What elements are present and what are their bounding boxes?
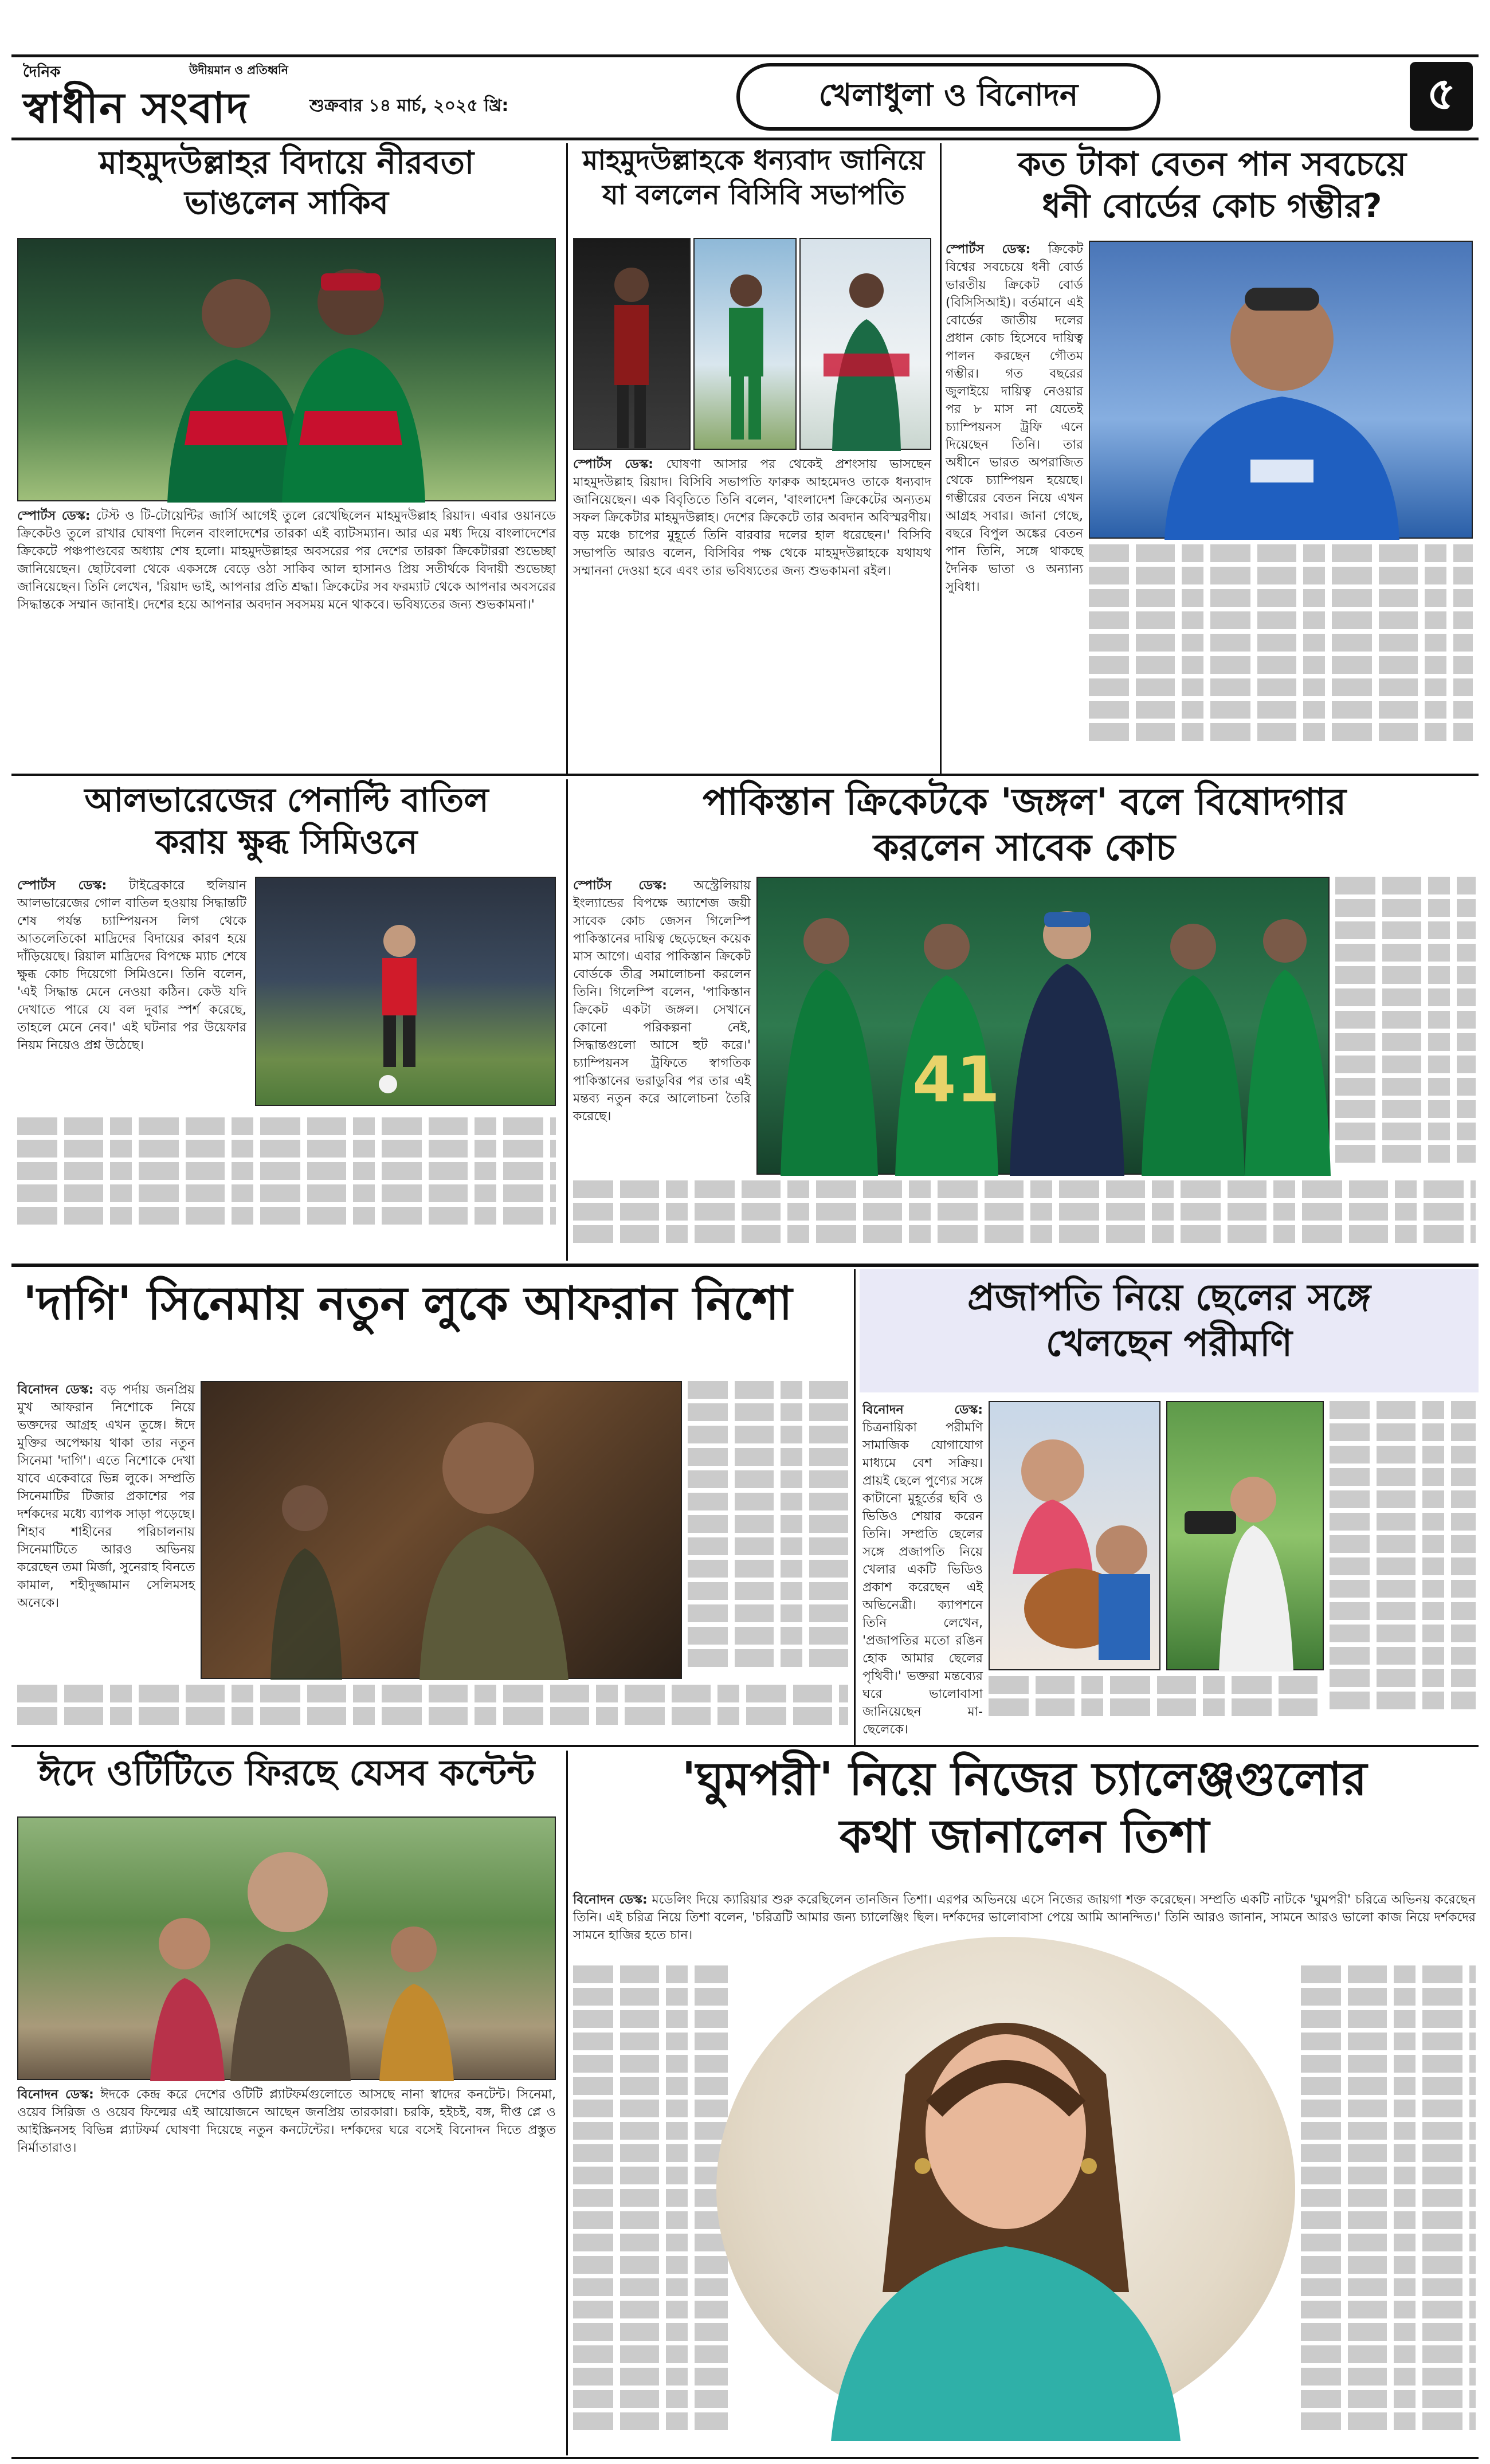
text-line: [573, 2278, 728, 2296]
article-4-headline[interactable]: [11, 779, 562, 862]
article-1-photo-art: [18, 239, 557, 503]
section-title: খেলাধুলা ও বিনোদন: [736, 63, 1160, 131]
article-6-photo: [201, 1381, 682, 1679]
article-9-photo: [716, 1937, 1295, 2441]
text-line: [1301, 2055, 1476, 2073]
column-rule: [566, 143, 568, 774]
article-3-headline-line1: কত টাকা বেতন পান সবচেয়ে: [1017, 144, 1407, 183]
article-2-photo-1: [573, 238, 691, 450]
text-line: [688, 1403, 848, 1421]
text-line: [573, 1203, 1476, 1221]
article-7-photo-1: [989, 1401, 1160, 1670]
text-line: [1330, 1446, 1476, 1464]
article-7-body-side: [1330, 1401, 1476, 1722]
article-6-headline[interactable]: 'দাগি' সিনেমায় নতুন লুকে আফরান নিশো: [23, 1277, 793, 1330]
text-line: [573, 1988, 728, 2006]
text-line: [1335, 988, 1476, 1006]
article-9-text: মডেলিং দিয়ে ক্যারিয়ার শুরু করেছিলেন তানজিন তিশা। এরপর অভিনয়ে এসে নিজের জায়গা শক্ত করেছেন। সম্প্রতি একটি নাটকে 'ঘুমপরী' চরিত্রে অভিনয় করেছেন তিনি। এই চরিত্র নিয়ে তিশা বলেন, 'চরিত্রটি আমার জন্য চ্যালেঞ্জিং ছিল। দর্শকদের ভালোবাসা পেয়ে আমি আনন্দিত।' তিনি আরও জানান, সামনে আরও ভালো কাজ নিয়ে দর্শকদের সামনে হাজির হতে চান।: [573, 1893, 1476, 1943]
article-5-byline: স্পোর্টস ডেস্ক:: [573, 878, 667, 893]
text-line: [1301, 1965, 1476, 1983]
article-4-photo: [255, 877, 556, 1106]
text-line: [1330, 1602, 1476, 1620]
text-line: [1335, 1011, 1476, 1029]
article-6-body: [17, 1381, 195, 1679]
svg-text:41: 41: [912, 1043, 1001, 1116]
text-line: [573, 1225, 1476, 1243]
text-line: [688, 1604, 848, 1622]
text-line: [688, 1515, 848, 1533]
article-1-photo: [17, 238, 556, 501]
article-3-headline-line2: ধনী বোর্ডের কোচ গম্ভীর?: [1042, 186, 1382, 225]
player-figure-3: [801, 239, 932, 451]
article-5-headline[interactable]: [570, 779, 1479, 871]
text-line: [573, 2412, 728, 2430]
article-4-text: টাইব্রেকারে হুলিয়ান আলভারেজের গোল বাতিল হওয়ায় সিদ্ধান্তটি শেষ পর্যন্ত চ্যাম্পিয়নস লিগ থেকে আতলেতিকো মাদ্রিদের বিদায়ের কারণ হয়ে দাঁড়িয়েছে। রিয়াল মাদ্রিদের বিপক্ষে ম্যাচ শেষে ক্ষুব্ধ কোচ দিয়েগো সিমিওনে। তিনি বলেন, 'এই সিদ্ধান্ত মেনে নেওয়া কঠিন। কেউ যদি দেখাতে পারে যে বল দুবার স্পর্শ করেছে, তাহলে মেনে নেব।' এই ঘটনার পর উয়েফার নিয়ম নিয়েও প্রশ্ন উঠেছে।: [17, 878, 246, 1053]
text-line: [688, 1381, 848, 1399]
text-line: [573, 2256, 728, 2274]
text-line: [1089, 567, 1473, 584]
article-5-headline-line1: পাকিস্তান ক্রিকেটকে 'জঙ্গল' বলে বিষোদগার: [702, 781, 1347, 823]
article-6-text: বড় পর্দায় জনপ্রিয় মুখ আফরান নিশোকে নিয়ে ভক্তদের আগ্রহ এখন তুঙ্গে। ঈদে মুক্তির অপেক্ষায় থাকা তার নতুন সিনেমা 'দাগি'। এতে নিশোকে দেখা যাবে একেবারে ভিন্ন লুকে। সম্প্রতি সিনেমাটির টিজার প্রকাশের পর দর্শকদের মধ্যে ব্যাপক সাড়া পড়েছে। শিহাব শাহীনের পরিচালনায় সিনেমাটিতে আরও অভিনয় করেছেন তমা মির্জা, সুনেরাহ বিনতে কামাল, শহীদুজ্জামান সেলিমসহ অনেকে।: [17, 1383, 195, 1610]
text-line: [688, 1627, 848, 1645]
text-line: [1335, 1145, 1476, 1163]
text-line: [1301, 2345, 1476, 2363]
text-line: [1089, 678, 1473, 696]
masthead-name: স্বাধীন সংবাদ: [23, 84, 250, 133]
article-1-body: [17, 507, 556, 771]
text-line: [1089, 656, 1473, 674]
text-line: [688, 1560, 848, 1578]
text-line: [1301, 2256, 1476, 2274]
text-line: [17, 1707, 848, 1725]
player-figure-2: [695, 239, 798, 451]
article-7-headline-line1: প্রজাপতি নিয়ে ছেলের সঙ্গে: [967, 1277, 1371, 1319]
text-line: [573, 1180, 1476, 1198]
article-7-byline: বিনোদন ডেস্ক:: [862, 1403, 983, 1417]
page-number: ৫: [1410, 62, 1473, 131]
text-line: [1335, 899, 1476, 917]
column-rule: [854, 1269, 856, 1745]
text-line: [17, 1685, 848, 1702]
player-figure-1: [574, 239, 692, 451]
section-rule: [11, 1264, 1479, 1267]
text-line: [1301, 2368, 1476, 2385]
column-rule: [940, 143, 942, 774]
text-line: [1301, 2144, 1476, 2162]
text-line: [1301, 2167, 1476, 2184]
text-line: [573, 1965, 728, 1983]
text-line: [1301, 2278, 1476, 2296]
text-line: [1335, 1123, 1476, 1140]
article-6-body-side: [688, 1381, 848, 1679]
text-line: [1330, 1490, 1476, 1508]
text-line: [573, 2189, 728, 2207]
text-line: [688, 1448, 848, 1466]
article-1-headline-line2: ভাঙলেন সাকিব: [185, 185, 389, 222]
article-2-headline[interactable]: [570, 143, 937, 212]
section-rule: [11, 774, 1479, 776]
text-line: [1330, 1535, 1476, 1553]
text-line: [1330, 1513, 1476, 1531]
article-1-byline: স্পোর্টস ডেস্ক:: [17, 509, 91, 523]
article-7-photo-2: [1166, 1401, 1324, 1670]
text-line: [1301, 2211, 1476, 2229]
text-line: [1301, 2390, 1476, 2408]
text-line: [1301, 2412, 1476, 2430]
team-huddle-art: [758, 878, 1331, 1176]
text-line: [573, 2368, 728, 2385]
text-line: [17, 1117, 556, 1135]
article-4-byline: স্পোর্টস ডেস্ক:: [17, 878, 107, 893]
article-1-headline-line1: মাহমুদউল্লাহর বিদায়ে নীরবতা: [99, 144, 475, 182]
text-line: [688, 1649, 848, 1667]
text-line: [1335, 921, 1476, 939]
article-4-headline-line2: করায় ক্ষুব্ধ সিমিওনে: [155, 822, 418, 861]
text-line: [1335, 966, 1476, 984]
article-9-headline[interactable]: [570, 1751, 1479, 1865]
text-line: [1301, 2323, 1476, 2341]
text-line: [1335, 1056, 1476, 1073]
text-line: [1301, 2100, 1476, 2117]
text-line: [989, 1698, 1324, 1716]
masthead-small-label: দৈনিক: [23, 64, 61, 81]
text-line: [1330, 1401, 1476, 1419]
text-line: [1089, 589, 1473, 607]
text-line: [1330, 1647, 1476, 1665]
text-line: [1330, 1580, 1476, 1598]
article-4-body: [17, 877, 246, 1117]
article-6-body-continued: [17, 1685, 848, 1736]
text-line: [573, 2055, 728, 2073]
masthead-tagline: উদীয়মান ও প্রতিধ্বনি: [189, 63, 288, 77]
article-5-photo: [756, 877, 1330, 1175]
actress-guitar-art: [990, 1402, 1162, 1672]
actress-portrait-art: [716, 1937, 1295, 2441]
article-5-body: [573, 877, 751, 1163]
text-line: [1301, 2122, 1476, 2140]
text-line: [1335, 944, 1476, 962]
text-line: [1330, 1423, 1476, 1441]
article-3-byline: স্পোর্টস ডেস্ক:: [946, 242, 1031, 257]
text-line: [573, 2010, 728, 2028]
text-line: [573, 2211, 728, 2229]
article-1-text: টেস্ট ও টি-টোয়েন্টির জার্সি আগেই তুলে রেখেছিলেন মাহমুদউল্লাহ রিয়াদ। এবার ওয়ানডে ক্রিকেটও তুলে রাখার ঘোষণা দিলেন বাংলাদেশের তারকা এই ব্যাটসম্যান। আর এর মধ্য দিয়ে বাংলাদেশের ক্রিকেটে পঞ্চপাণ্ডবের অধ্যায় শেষ হলো। মাহমুদউল্লাহর অবসরের পর দেশের তারকা ক্রিকেটাররা শুভেচ্ছা জানিয়েছেন। ছোটবেলা থেকে একসঙ্গে বেড়ে ওঠা সাকিব আল হাসানও প্রিয় সতীর্থকে বিদায়ী শুভেচ্ছা জানিয়েছেন। তিনি লেখেন, 'রিয়াদ ভাই, আপনার প্রতি শ্রদ্ধা। ক্রিকেটের সব ফরম্যাট থেকে আপনার অবসরের সিদ্ধান্তকে সম্মান জানাই। দেশের হয়ে আপনার অবদান সবসময় মনে থাকবে। ভবিষ্যতের জন্য শুভকামনা।': [17, 509, 556, 612]
text-line: [1330, 1557, 1476, 1575]
text-line: [573, 2301, 728, 2318]
article-3-body-continued: [1089, 544, 1473, 771]
text-line: [1330, 1625, 1476, 1642]
article-7-body-continued: [989, 1676, 1324, 1722]
text-line: [573, 2144, 728, 2162]
article-7-headline-line2: খেলছেন পরীমণি: [1045, 1323, 1293, 1365]
text-line: [1301, 2033, 1476, 2050]
page-bottom-rule: [11, 2457, 1479, 2459]
section-rule: [11, 1745, 1479, 1747]
article-7-headline[interactable]: [860, 1275, 1479, 1367]
article-3-body: [946, 241, 1083, 594]
article-5-body-side: [1335, 877, 1476, 1175]
article-5-body-continued: [573, 1180, 1476, 1261]
text-line: [989, 1676, 1324, 1694]
article-4-headline-line1: আলভারেজের পেনাল্টি বাতিল: [84, 780, 489, 819]
footballer-figure: [256, 878, 557, 1107]
text-line: [1335, 1100, 1476, 1118]
text-line: [1089, 611, 1473, 629]
coach-figure: [1090, 242, 1474, 540]
ott-poster-art: [18, 1818, 557, 2081]
column-rule: [566, 1751, 568, 2455]
article-5-headline-line2: করলেন সাবেক কোচ: [873, 827, 1175, 869]
article-2-byline: স্পোর্টস ডেস্ক:: [573, 457, 653, 472]
text-line: [1089, 544, 1473, 562]
column-rule: [566, 779, 568, 1261]
text-line: [573, 2390, 728, 2408]
text-line: [1301, 2301, 1476, 2318]
text-line: [688, 1537, 848, 1555]
article-7-body: [862, 1401, 983, 1737]
text-line: [1330, 1468, 1476, 1486]
text-line: [688, 1493, 848, 1510]
text-line: [688, 1582, 848, 1600]
text-line: [573, 2077, 728, 2095]
dateline: শুক্রবার ১৪ মার্চ, ২০২৫ খ্রি:: [309, 96, 509, 116]
text-line: [17, 1162, 556, 1180]
article-2-photo-3: [799, 238, 931, 450]
article-6-byline: বিনোদন ডেস্ক:: [17, 1383, 94, 1397]
article-8-body: [17, 2086, 556, 2453]
text-line: [1301, 2189, 1476, 2207]
text-line: [1301, 2010, 1476, 2028]
article-9-headline-line1: 'ঘুমপরী' নিয়ে নিজের চ্যালেঞ্জগুলোর: [681, 1752, 1367, 1806]
article-8-text: ঈদকে কেন্দ্র করে দেশের ওটিটি প্ল্যাটফর্মগুলোতে আসছে নানা স্বাদের কনটেন্ট। সিনেমা, ওয়েব সিরিজ ও ওয়েব ফিল্মের এই আয়োজনে আছেন জনপ্রিয় তারকারা। চরকি, হইচই, বঙ্গ, দীপ্ত প্লে ও আইস্ক্রিনসহ বিভিন্ন প্ল্যাটফর্ম ঘোষণা দিয়েছে নতুন কনটেন্টের। দর্শকদের ঘরে বসেই বিনোদন দিতে প্রস্তুত নির্মাতারাও।: [17, 2088, 556, 2155]
text-line: [1335, 1078, 1476, 1096]
article-1-headline[interactable]: [11, 143, 562, 223]
article-3-text: ক্রিকেট বিশ্বের সবচেয়ে ধনী বোর্ড ভারতীয় ক্রিকেট বোর্ড (বিসিসিআই)। বর্তমানে এই বোর্ডের জাতীয় দলের প্রধান কোচ হিসেবে দায়িত্ব পালন করছেন গৌতম গম্ভীর। গত বছরের জুলাইয়ে দায়িত্ব নেওয়ার পর ৮ মাস না যেতেই চ্যাম্পিয়নস ট্রফি এনে দিয়েছেন তিনি। তার অধীনে ভারত অপরাজিত থেকে চ্যাম্পিয়ন হয়েছে। গম্ভীরের বেতন নিয়ে এখন আগ্রহ সবার। জানা গেছে, বছরে বিপুল অঙ্কের বেতন পান তিনি, সঙ্গে থাকছে দৈনিক ভাতা ও অন্যান্য সুবিধা।: [946, 242, 1083, 594]
article-8-headline[interactable]: ঈদে ওটিটিতে ফিরছে যেসব কন্টেন্ট: [38, 1752, 535, 1794]
text-line: [17, 1184, 556, 1202]
text-line: [1301, 2077, 1476, 2095]
text-line: [1335, 877, 1476, 894]
text-line: [573, 2122, 728, 2140]
article-9-byline: বিনোদন ডেস্ক:: [573, 1893, 648, 1907]
article-3-headline[interactable]: [946, 143, 1479, 226]
article-5-text: অস্ট্রেলিয়ায় ইংল্যান্ডের বিপক্ষে অ্যাশেজ জয়ী সাবেক কোচ জেসন গিলেস্পি পাকিস্তানের দায়িত্ব ছেড়েছেন কয়েক মাস আগে। এবার পাকিস্তান ক্রিকেট বোর্ডকে তীব্র সমালোচনা করলেন তিনি। গিলেস্পি বলেন, 'পাকিস্তান ক্রিকেট একটা জঙ্গল। সেখানে কোনো পরিকল্পনা নেই, সিদ্ধান্তগুলো আসে হুট করে।' চ্যাম্পিয়নস ট্রফিতে স্বাগতিক পাকিস্তানের ভরাডুবির পর তার এই মন্তব্য নতুন করে আলোচনা তৈরি করেছে।: [573, 878, 751, 1124]
article-2-headline-line2: যা বললেন বিসিবি সভাপতি: [602, 179, 905, 211]
text-line: [1301, 2234, 1476, 2251]
article-7-text: চিত্রনায়িকা পরীমণি সামাজিক যোগাযোগ মাধ্যমে বেশ সক্রিয়। প্রায়ই ছেলে পুণ্যের সঙ্গে কাটানো মুহূর্তের ছবি ও ভিডিও শেয়ার করেন তিনি। সম্প্রতি ছেলের সঙ্গে প্রজাপতি নিয়ে খেলার একটি ভিডিও প্রকাশ করেছেন এই অভিনেত্রী। ক্যাপশনে তিনি লেখেন, 'প্রজাপতির মতো রঙিন হোক আমার ছেলের পৃথিবী।' ভক্তরা মন্তব্যের ঘরে ভালোবাসা জানিয়েছেন মা-ছেলেকে।: [862, 1421, 983, 1737]
text-line: [1089, 723, 1473, 741]
text-line: [573, 2033, 728, 2050]
actor-figure: [202, 1382, 683, 1680]
text-line: [688, 1426, 848, 1443]
text-line: [573, 2323, 728, 2341]
text-line: [1089, 634, 1473, 652]
article-2-photo-2: [693, 238, 797, 450]
actress-outdoor-art: [1167, 1402, 1325, 1672]
text-line: [573, 2100, 728, 2117]
text-line: [1301, 1988, 1476, 2006]
article-2-headline-line1: মাহমুদউল্লাহকে ধন্যবাদ জানিয়ে: [582, 144, 925, 176]
article-3-photo: [1089, 241, 1473, 539]
text-line: [573, 2234, 728, 2251]
text-line: [1330, 1669, 1476, 1687]
article-9-headline-line2: কথা জানালেন তিশা: [839, 1810, 1210, 1863]
article-9-body-left: [573, 1965, 728, 2447]
text-line: [688, 1470, 848, 1488]
text-line: [1089, 701, 1473, 719]
article-2-text: ঘোষণা আসার পর থেকেই প্রশংসায় ভাসছেন মাহমুদউল্লাহ রিয়াদ। বিসিবি সভাপতি ফারুক আহমেদও তাকে ধন্যবাদ জানিয়েছেন। এক বিবৃতিতে তিনি বলেন, 'বাংলাদেশ ক্রিকেটের অন্যতম সফল ক্রিকেটার মাহমুদউল্লাহ। দেশের ক্রিকেটে তার অবদান অবিস্মরণীয়। বড় মঞ্চে চাপের মুহূর্তে তিনি বারবার দলের হাল ধরেছেন।' বিসিবি সভাপতি আরও বলেন, বিসিবির পক্ষ থেকে মাহমুদউল্লাহকে যথাযথ সম্মাননা দেওয়া হবে এবং তার ভবিষ্যতের জন্য শুভকামনা রইল।: [573, 457, 931, 578]
article-8-photo: [17, 1816, 556, 2080]
text-line: [17, 1207, 556, 1225]
article-4-body-continued: [17, 1117, 556, 1255]
text-line: [1335, 1033, 1476, 1051]
text-line: [17, 1140, 556, 1158]
article-8-byline: বিনোদন ডেস্ক:: [17, 2088, 94, 2102]
article-9-body-right: [1301, 1965, 1476, 2447]
article-2-body: [573, 456, 931, 771]
text-line: [573, 2345, 728, 2363]
text-line: [573, 2167, 728, 2184]
text-line: [1330, 1692, 1476, 1709]
